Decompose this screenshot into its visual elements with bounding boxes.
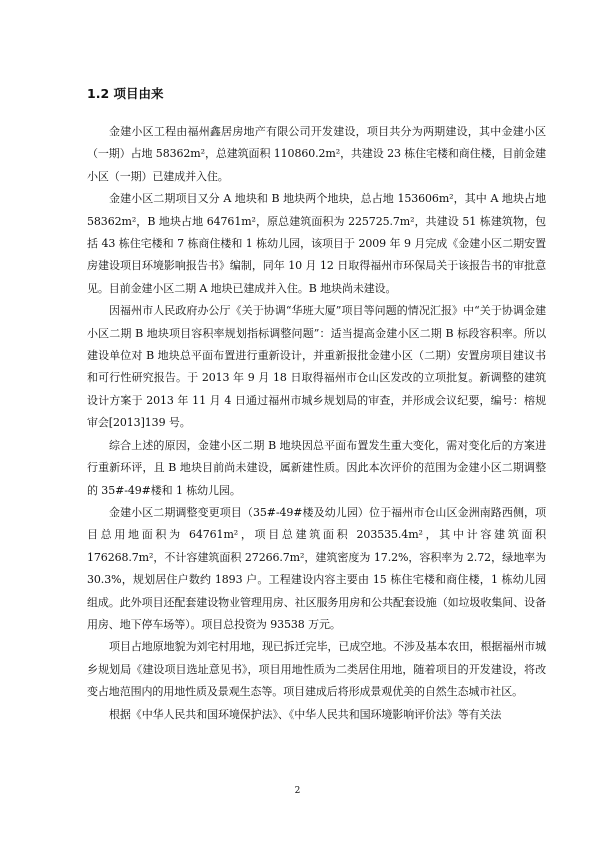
paragraph-site-condition: 项目占地原地貌为刘宅村用地，现已拆迁完毕，已成空地。不涉及基本农田，根据福州市城乡规划局《建设项目选址意见书》，项目用地性质为二类居住用地，随着项目的开发建设，将改变占地范围内的用地性质及景观生态等。项目建成后将形成景观优美的自然生态城市社区。 bbox=[87, 640, 546, 699]
paragraph-phase-two-parcels: 金建小区二期项目又分 A 地块和 B 地块两个地块，总占地 153606m²，其中 A 地块占地 58362m²，B 地块占地 64761m²，原总建筑面积为 225725.7m²，共建设 51 栋建筑物，包括 43 栋住宅楼和 7 栋商住楼和 1 栋幼儿园，该项目于 2009 年 9 月完成《金建小区二期安置房建设项目环境影响报告书》编制，同年 10 月 12 日取得福州市环保局关于该报告书的审批意见。目前金建小区二期 A 地块已建成并入住。B 地块尚未建设。 bbox=[87, 192, 546, 295]
paragraph-assessment-scope: 综合上述的原因，金建小区二期 B 地块因总平面布置发生重大变化，需对变化后的方案进行重新环评，且 B 地块目前尚未建设，属新建性质。因此本次评价的范围为金建小区二期调整的 35#-49#楼和 1 栋幼儿园。 bbox=[87, 438, 546, 497]
paragraph-project-details: 金建小区二期调整变更项目（35#-49#楼及幼儿园）位于福州市仓山区金洲南路西侧，项目总用地面积为 64761m²，项目总建筑面积 203535.4m²，其中计容建筑面积 176268.7m²，不计容建筑面积 27266.7m²，建筑密度为 17.2%，容积率为 2.72，绿地率为 30.3%，规划居住户数约 1893 户。工程建设内容主要由 15 栋住宅楼和商住楼，1 栋幼儿园组成。此外项目还配套建设物业管理用房、社区服务用房和公共配套设施（如垃圾收集间、设备用房、地下停车场等）。项目总投资为 93538 万元。 bbox=[87, 505, 546, 631]
section-heading: 1.2 项目由来 bbox=[87, 86, 164, 101]
paragraph-project-phases: 金建小区工程由福州鑫居房地产有限公司开发建设，项目共分为两期建设，其中金建小区（一期）占地 58362m²，总建筑面积 110860.2m²，共建设 23 栋住宅楼和商住楼，目前金建小区（一期）已建成并入住。 bbox=[87, 125, 546, 183]
paragraph-legal-basis: 根据《中华人民共和国环境保护法》、《中华人民共和国环境影响评价法》等有关法 bbox=[109, 707, 502, 721]
paragraph-plot-ratio-adjustment: 因福州市人民政府办公厅《关于协调“华班大厦”项目等问题的情况汇报》中“关于协调金建小区二期 B 地块项目容积率规划指标调整问题”：适当提高金建小区二期 B 标段容积率。所以建设单位对 B 地块总平面布置进行重新设计，并重新报批金建小区（二期）安置房项目建议书和可行性研究报告。于 2013 年 9 月 18 日取得福州市仓山区发改的立项批复。新调整的建筑设计方案于 2013 年 11 月 4 日通过福州市城乡规划局的审查，并形成会议纪要，编号：榕规审会[2013]139 号。 bbox=[87, 304, 546, 430]
document-body bbox=[87, 121, 546, 726]
page-number: 2 bbox=[294, 786, 301, 796]
